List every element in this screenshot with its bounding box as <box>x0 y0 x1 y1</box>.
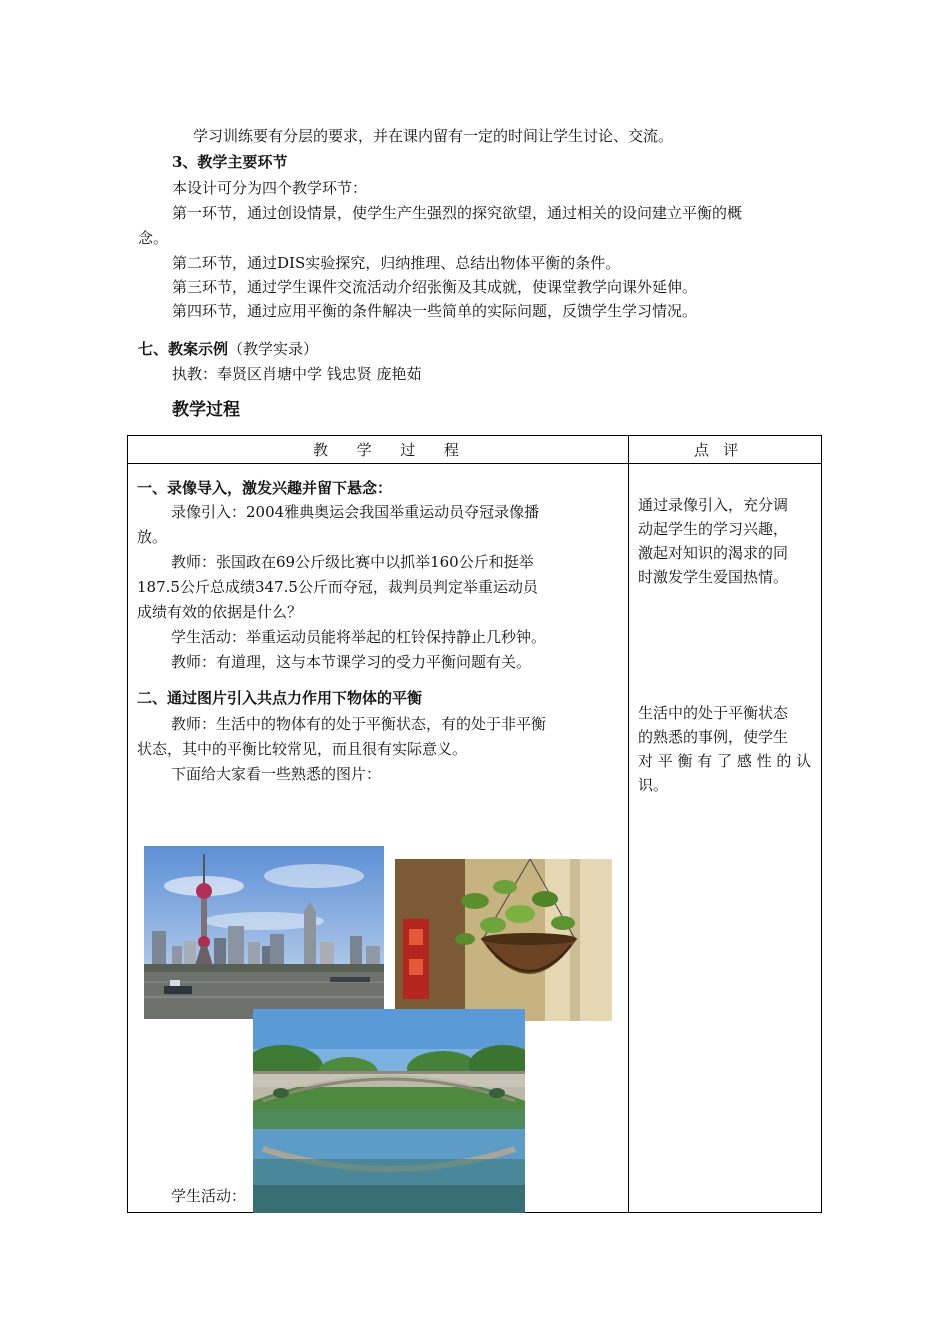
part1-line: 录像引入：2004雅典奥运会我国举重运动员夺冠录像播 <box>171 503 540 521</box>
stage-1-line-a: 第一环节，通过创设情景，使学生产生强烈的探究欲望，通过相关的设问建立平衡的概 <box>172 204 743 222</box>
photo-stone-bridge <box>253 1009 525 1213</box>
comment-line: 激起对知识的渴求的同 <box>638 544 789 562</box>
comment-line: 识。 <box>638 776 669 794</box>
part1-line: 教师：有道理，这与本节课学习的受力平衡问题有关。 <box>171 653 532 671</box>
comment-line: 对 平 衡 有 了 感 性 的 认 <box>638 752 812 770</box>
section-7-subtitle: （教学实录） <box>228 340 319 358</box>
photo-hanging-plant <box>395 859 612 1021</box>
part2-heading: 二、通过图片引入共点力作用下物体的平衡 <box>137 689 423 707</box>
intro-paragraph: 本设计可分为四个教学环节： <box>172 179 368 197</box>
part1-line: 成绩有效的依据是什么？ <box>137 603 303 621</box>
part1-line: 学生活动：举重运动员能将举起的杠铃保持静止几秒钟。 <box>171 628 547 646</box>
column-header-comment: 点 评 <box>694 441 739 459</box>
comment-line: 时激发学生爱国热情。 <box>638 568 789 586</box>
part1-line: 放。 <box>137 528 168 546</box>
part2-line: 教师：生活中的物体有的处于平衡状态，有的处于非平衡 <box>171 715 547 733</box>
part2-line: 状态，其中的平衡比较常见，而且很有实际意义。 <box>137 740 468 758</box>
process-title: 教学过程 <box>172 400 240 420</box>
comment-2 <box>638 701 811 797</box>
header-divider <box>128 463 821 464</box>
stage-3: 第三环节，通过学生课件交流活动介绍张衡及其成就，使课堂教学向课外延伸。 <box>172 278 698 296</box>
comment-line: 生活中的处于平衡状态 <box>638 704 789 722</box>
column-divider <box>628 436 629 1212</box>
photo-shanghai-skyline <box>144 846 384 1019</box>
column-header-process: 教 学 过 程 <box>313 441 459 459</box>
comment-line: 的熟悉的事例，使学生 <box>638 728 789 746</box>
part2-line: 下面给大家看一些熟悉的图片： <box>171 765 382 783</box>
comment-line: 通过录像引入，充分调 <box>638 496 789 514</box>
student-activity-label: 学生活动： <box>171 1187 247 1205</box>
part1-heading: 一、录像导入，激发兴趣并留下悬念： <box>137 479 393 497</box>
section-7-title <box>138 339 318 359</box>
section-7-heading: 七、教案示例 <box>138 340 229 358</box>
stage-2: 第二环节，通过DIS实验探究，归纳推理、总结出物体平衡的条件。 <box>172 254 621 272</box>
intro-line: 学习训练要有分层的要求，并在课内留有一定的时间让学生讨论、交流。 <box>193 127 674 145</box>
section-3-title: 3、教学主要环节 <box>172 153 288 171</box>
stage-4: 第四环节，通过应用平衡的条件解决一些简单的实际问题，反馈学生学习情况。 <box>172 302 698 320</box>
teacher-line: 执教：奉贤区肖塘中学 钱忠贤 庞艳茹 <box>172 365 422 383</box>
part1-line: 187.5公斤总成绩347.5公斤而夺冠，裁判员判定举重运动员 <box>137 578 538 596</box>
comment-line: 动起学生的学习兴趣， <box>638 520 789 538</box>
comment-1 <box>638 493 788 589</box>
stage-1-line-b: 念。 <box>138 229 169 247</box>
part1-line: 教师：张国政在69公斤级比赛中以抓举160公斤和挺举 <box>171 553 534 571</box>
